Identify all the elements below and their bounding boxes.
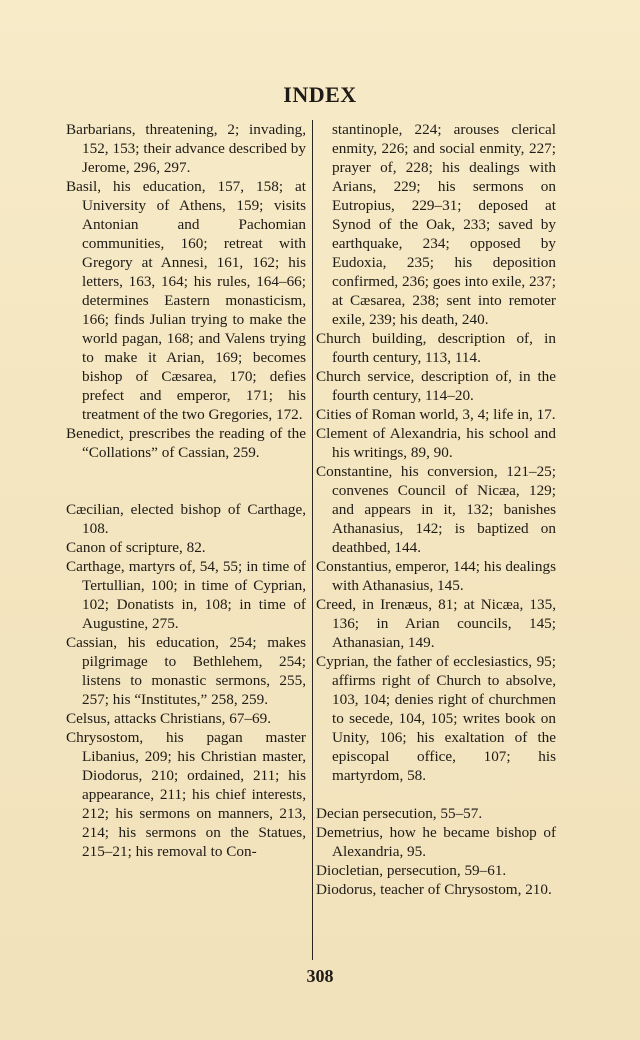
index-entry-cassian: Cassian, his education, 254; makes pilgrimage to Bethlehem, 254; listens to monastic sermons, 255, 257; his “Institutes,” 258, 259. [66,634,306,708]
index-entry-diodorus: Diodorus, teacher of Chrysostom, 210. [316,881,552,898]
index-entry-church-service: Church service, description of, in the fourth century, 114–20. [316,368,556,404]
index-column-left [66,120,306,861]
index-entry-clement: Clement of Alexandria, his school and his writings, 89, 90. [316,425,556,461]
index-entry-cities: Cities of Roman world, 3, 4; life in, 17. [316,406,556,423]
index-entry-carthage: Carthage, martyrs of, 54, 55; in time of Tertullian, 100; in time of Cyprian, 102; Donatists in, 108; in time of Augustine, 275. [66,558,306,632]
letter-group-gap [66,481,306,500]
index-entry-barbarians: Barbarians, threatening, 2; invading, 152, 153; their advance described by Jerome, 296, 297. [66,121,306,176]
index-entry-chrysostom: Chrysostom, his pagan master Libanius, 209; his Christian master, Diodorus, 210; ordained, 211; his appearance, 211; his chief interests, 212; his sermons on manners, 213, 214; his sermons on the Statues, 215–21; his removal to Con- [66,729,306,860]
index-entry-basil: Basil, his education, 157, 158; at University of Athens, 159; visits Antonian and Pachomian communities, 160; retreat with Gregory at Annesi, 161, 162; his letters, 163, 164; his rules, 164–66; determines Eastern monasticism, 166; finds Julian trying to make the world pagan, 168; and Valens trying to make it Arian, 169; becomes bishop of Cæsarea, 170; defies prefect and emperor, 171; his treatment of the two Gregories, 172. [66,178,306,423]
letter-group-gap [66,462,306,481]
index-entry-constantine: Constantine, his conversion, 121–25; convenes Council of Nicæa, 129; and appears in it, 132; banishes Athanasius, 142; is baptized on deathbed, 144. [316,463,556,556]
column-divider [312,120,313,960]
index-entry-celsus: Celsus, attacks Christians, 67–69. [66,710,272,727]
index-entry-diocletian: Diocletian, persecution, 59–61. [316,862,507,879]
index-entry-benedict: Benedict, prescribes the reading of the “Collations” of Cassian, 259. [66,425,306,461]
page-number: 308 [306,966,334,986]
index-entry-caecilian: Cæcilian, elected bishop of Carthage, 108. [66,501,306,537]
page-title: INDEX [283,82,357,107]
index-entry-church-building: Church building, description of, in fourth century, 113, 114. [316,330,556,366]
index-entry-constantius: Constantius, emperor, 144; his dealings with Athanasius, 145. [316,558,556,594]
index-entry-cyprian: Cyprian, the father of ecclesiastics, 95; affirms right of Church to absolve, 103, 104; denies right of churchmen to secede, 104, 105; writes book on Unity, 106; his exaltation of the episcopal office, 107; his martyrdom, 58. [316,653,556,784]
letter-group-gap [316,785,556,804]
index-entry-decian: Decian persecution, 55–57. [316,805,483,822]
index-entry-chrysostom-continued: stantinople, 224; arouses clerical enmity, 226; and social enmity, 227; prayer of, 228; his dealings with Arians, 229; his sermons on Eutropius, 229–31; deposed at Synod of the Oak, 233; saved by earthquake, 234; opposed by Eudoxia, 235; his deposition confirmed, 236; goes into exile, 237; at Cæsarea, 238; sent into remoter exile, 239; his death, 240. [332,121,556,328]
index-entry-demetrius: Demetrius, how he became bishop of Alexandria, 95. [316,824,556,860]
index-column-right [316,120,556,899]
index-entry-creed: Creed, in Irenæus, 81; at Nicæa, 135, 136; in Arian councils, 145; Athanasian, 149. [316,596,556,651]
index-entry-canon: Canon of scripture, 82. [66,539,206,556]
